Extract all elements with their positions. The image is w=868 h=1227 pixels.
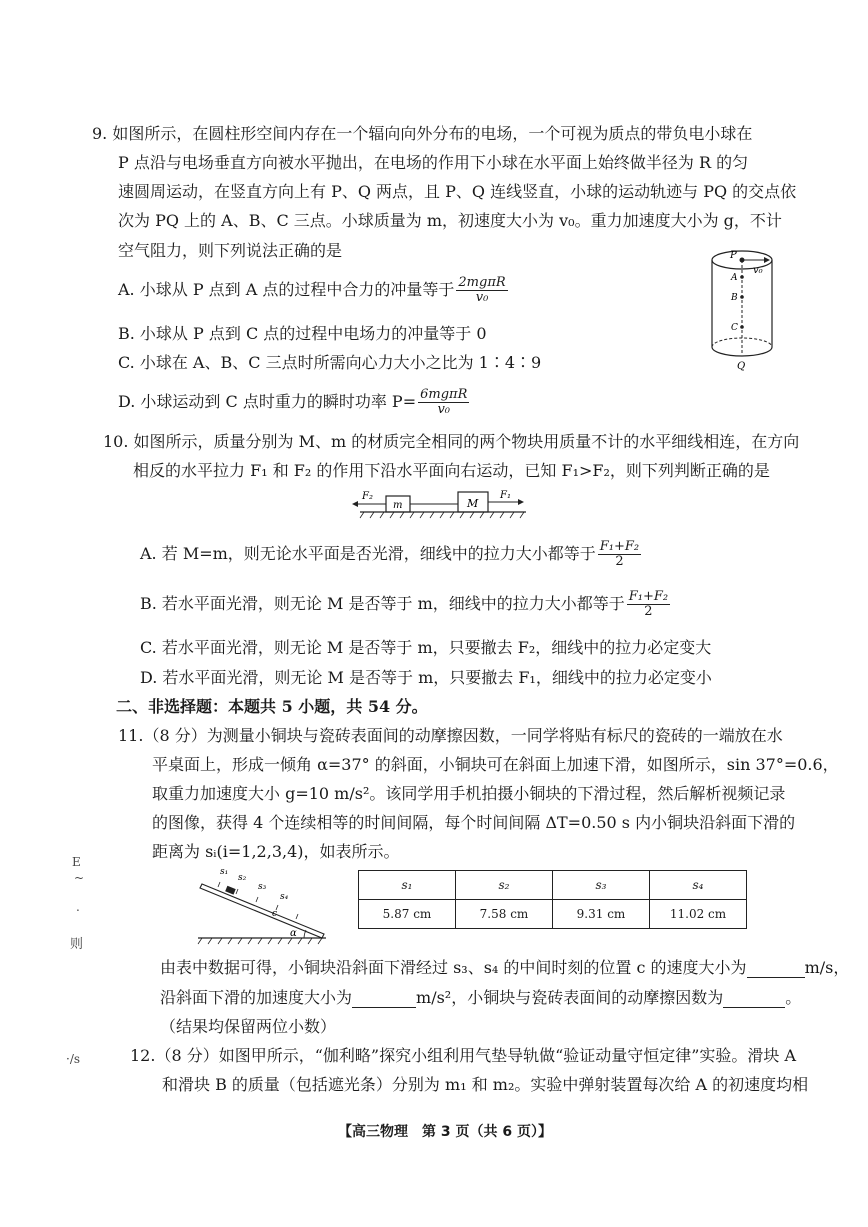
q10-option-b — [140, 590, 672, 619]
q11-note: （结果均保留两位小数） — [160, 1017, 337, 1036]
table-header-cell: s₃ — [553, 871, 650, 900]
table-cell: 7.58 cm — [456, 900, 553, 929]
fig-label-v0: v₀ — [753, 265, 763, 276]
fig-label-m-small: m — [393, 500, 403, 511]
margin-mark: ~ — [74, 871, 85, 885]
q10-option-c: C. 若水平面光滑，则无论 M 是否等于 m，只要撤去 F₂，细线中的拉力必定变大 — [140, 638, 712, 657]
fig-label-s1: s₁ — [220, 867, 229, 877]
velocity-blank[interactable] — [747, 961, 805, 978]
section-heading: 二、非选择题：本题共 5 小题，共 54 分。 — [116, 697, 428, 716]
blocks-figure — [350, 486, 530, 522]
q10-option-a-fraction — [598, 540, 641, 569]
fig-label-c: C — [731, 323, 738, 333]
fig-label-q: Q — [737, 361, 746, 372]
q11-line3: 取重力加速度大小 g=10 m/s²。该同学用手机拍摄小铜块的下滑过程，然后解析视频记录 — [152, 784, 786, 803]
fig-label-m-big: M — [467, 497, 479, 510]
incline-figure — [192, 862, 332, 948]
q11-line4: 的图像，获得 4 个连续相等的时间间隔，每个时间间隔 ΔT=0.50 s 内小铜块沿斜面下滑的 — [152, 813, 796, 832]
q12-line2: 和滑块 B 的质量（包括遮光条）分别为 m₁ 和 m₂。实验中弹射装置每次给 A 的初速度均相 — [162, 1075, 809, 1094]
q9-option-b: B. 小球从 P 点到 C 点的过程中电场力的冲量等于 0 — [118, 324, 487, 343]
friction-coefficient-blank[interactable] — [723, 991, 785, 1008]
q10-option-a — [140, 540, 643, 569]
table-cell: 11.02 cm — [650, 900, 747, 929]
q9-option-c: C. 小球在 A、B、C 三点时所需向心力大小之比为 1∶4∶9 — [118, 353, 542, 372]
fig-label-s2: s₂ — [238, 873, 247, 883]
fig-label-s4: s₄ — [280, 892, 289, 902]
q11-answer2-text: 沿斜面下滑的加速度大小为 — [160, 988, 353, 1007]
q9-line1: 9. 如图所示，在圆柱形空间内存在一个辐向向外分布的电场，一个可视为质点的带负电小球在 — [92, 124, 753, 143]
q10-option-d: D. 若水平面光滑，则无论 M 是否等于 m，只要撤去 F₁，细线中的拉力必定变小 — [140, 668, 712, 687]
fig-label-a: A — [731, 273, 738, 283]
fig-label-f1: F₁ — [500, 490, 511, 501]
table-header-cell: s₂ — [456, 871, 553, 900]
q9-option-a-fraction — [456, 276, 507, 305]
table-cell: 9.31 cm — [553, 900, 650, 929]
fig-label-alpha: α — [290, 928, 297, 939]
fig-label-c-pos: c — [272, 909, 278, 919]
q11-answer-line1 — [160, 958, 849, 978]
margin-mark: E — [72, 855, 81, 869]
q10-line2: 相反的水平拉力 F₁ 和 F₂ 的作用下沿水平面向右运动，已知 F₁>F₂，则下列判断正确的是 — [133, 461, 770, 480]
q10-option-b-num: F₁+F₂ — [628, 589, 669, 604]
margin-mark: . — [76, 900, 80, 914]
distance-table — [358, 870, 747, 929]
q9-option-d-fraction — [418, 388, 469, 417]
fig-label-p: P — [730, 250, 737, 261]
q10-option-a-num: F₁+F₂ — [599, 539, 640, 554]
margin-mark: ·/s — [66, 1052, 81, 1066]
q9-option-d — [118, 388, 471, 417]
q9-option-d-text: D. 小球运动到 C 点时重力的瞬时功率 P= — [118, 392, 417, 411]
table-header-row — [359, 871, 747, 900]
q9-option-d-den: v₀ — [437, 402, 451, 417]
q9-option-a-num: 2mgπR — [458, 275, 506, 290]
q11-answer1-unit: m/s， — [804, 958, 850, 977]
q9-option-a-text: A. 小球从 P 点到 A 点的过程中合力的冲量等于 — [118, 280, 455, 299]
table-header-cell: s₁ — [359, 871, 456, 900]
q10-option-b-den: 2 — [644, 604, 653, 619]
q11-answer2-end: 。 — [785, 988, 802, 1007]
page-footer: 【高三物理 第 3 页（共 6 页）】 — [338, 1124, 552, 1140]
margin-mark: 则 — [70, 937, 84, 952]
q10-option-b-fraction — [627, 590, 670, 619]
q11-answer1-text: 由表中数据可得，小铜块沿斜面下滑经过 s₃、s₄ 的中间时刻的位置 c 的速度大小为 — [160, 958, 747, 977]
q12-line1: 12.（8 分）如图甲所示，“伽利略”探究小组利用气垫导轨做“验证动量守恒定律”实验。滑块 A — [130, 1046, 797, 1065]
q11-answer-line2 — [160, 988, 801, 1008]
q11-line2: 平桌面上，形成一倾角 α=37° 的斜面，小铜块可在斜面上加速下滑，如图所示，sin 37°=0.6， — [152, 755, 839, 774]
acceleration-blank[interactable] — [352, 991, 416, 1008]
table-row — [359, 900, 747, 929]
fig-label-b: B — [731, 293, 738, 303]
q10-line1: 10. 如图所示，质量分别为 M、m 的材质完全相同的两个物块用质量不计的水平细线相连，在方向 — [103, 432, 800, 451]
q9-option-a — [118, 276, 510, 305]
q9-line2: P 点沿与电场垂直方向被水平抛出，在电场的作用下小球在水平面上始终做半径为 R 的匀 — [118, 153, 749, 172]
table-header-cell: s₄ — [650, 871, 747, 900]
q11-answer2-unit: m/s²，小铜块与瓷砖表面间的动摩擦因数为 — [416, 988, 724, 1007]
q11-line1: 11.（8 分）为测量小铜块与瓷砖表面间的动摩擦因数，一同学将贴有标尺的瓷砖的一端放在水 — [118, 726, 783, 745]
q11-line5: 距离为 sᵢ(i=1,2,3,4)，如表所示。 — [152, 842, 400, 861]
q10-option-a-den: 2 — [615, 554, 624, 569]
fig-label-f2: F₂ — [362, 491, 373, 502]
q9-line5: 空气阻力，则下列说法正确的是 — [118, 241, 343, 260]
q9-line3: 速圆周运动，在竖直方向上有 P、Q 两点，且 P、Q 连线竖直，小球的运动轨迹与 PQ 的交点依 — [118, 182, 797, 201]
fig-label-s3: s₃ — [258, 882, 267, 892]
cylinder-figure — [700, 245, 785, 375]
q10-option-b-text: B. 若水平面光滑，则无论 M 是否等于 m，细线中的拉力大小都等于 — [140, 594, 625, 613]
q9-option-a-den: v₀ — [475, 290, 489, 305]
q9-line4: 次为 PQ 上的 A、B、C 三点。小球质量为 m，初速度大小为 v₀。重力加速度大小为 g，不计 — [118, 211, 782, 230]
q10-option-a-text: A. 若 M=m，则无论水平面是否光滑，细线中的拉力大小都等于 — [140, 544, 596, 563]
table-cell: 5.87 cm — [359, 900, 456, 929]
q9-option-d-num: 6mgπR — [420, 387, 468, 402]
